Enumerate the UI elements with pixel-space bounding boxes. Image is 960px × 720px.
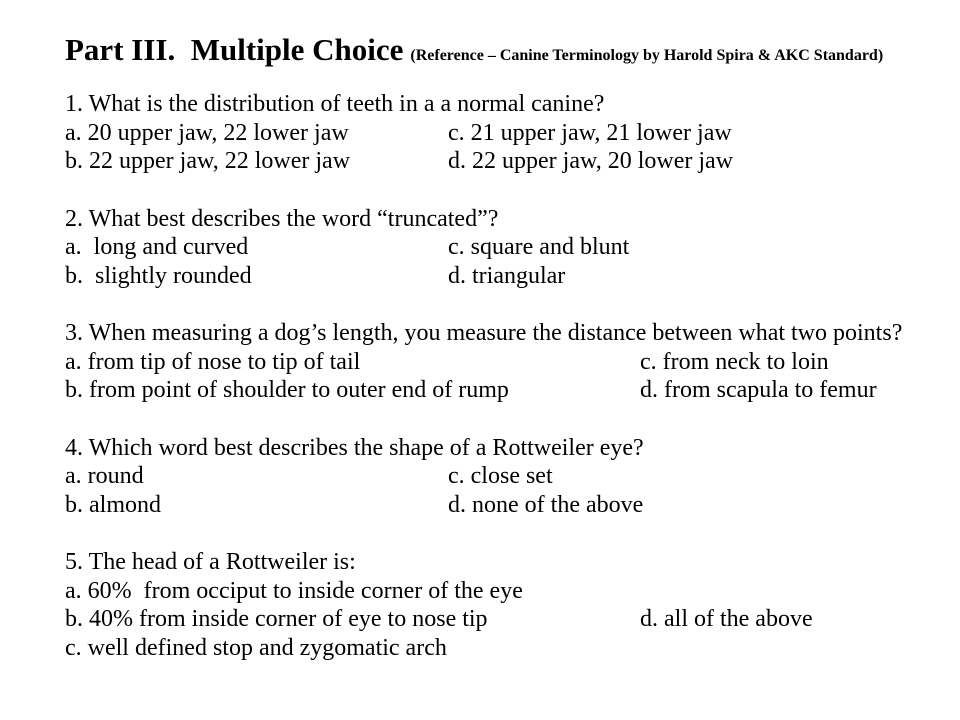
question-4-prompt: 4. Which word best describes the shape of a Rottweiler eye?: [65, 434, 644, 461]
question-2-option-c: c. square and blunt: [448, 234, 630, 261]
question-1-option-c: c. 21 upper jaw, 21 lower jaw: [448, 119, 732, 146]
question-1-row-1: [65, 119, 945, 148]
question-2-option-b: b. slightly rounded: [65, 262, 252, 289]
question-5-option-b: b. 40% from inside corner of eye to nose tip: [65, 606, 488, 633]
question-5-row-2: [65, 605, 945, 634]
question-2-option-d: d. triangular: [448, 262, 566, 289]
question-2-row-2: [65, 262, 945, 291]
question-5-row-1: [65, 577, 945, 606]
question-1-prompt: 1. What is the distribution of teeth in a a normal canine?: [65, 91, 605, 117]
question-1-option-d: d. 22 upper jaw, 20 lower jaw: [448, 148, 734, 175]
question-4-option-b: b. almond: [65, 491, 161, 518]
slide-title-main: Part III. Multiple Choice: [65, 32, 404, 67]
question-5-option-d: d. all of the above: [640, 606, 813, 633]
question-list: [65, 90, 945, 691]
question-2-row-1: [65, 233, 945, 262]
question-4-option-c: c. close set: [448, 463, 553, 490]
question-3-option-c: c. from neck to loin: [640, 348, 829, 375]
question-5-row-3: [65, 634, 945, 663]
question-1-option-a: a. 20 upper jaw, 22 lower jaw: [65, 119, 349, 146]
slide-title-reference: (Reference – Canine Terminology by Harold Spira & AKC Standard): [410, 47, 884, 64]
question-1: [65, 90, 945, 176]
question-5-option-c: c. well defined stop and zygomatic arch: [65, 634, 447, 661]
question-2-option-a: a. long and curved: [65, 234, 249, 261]
slide-title: [65, 32, 883, 68]
question-4-option-a: a. round: [65, 463, 144, 490]
question-3-option-b: b. from point of shoulder to outer end of rump: [65, 377, 509, 404]
question-1-row-2: [65, 147, 945, 176]
question-2-prompt: 2. What best describes the word “truncated”?: [65, 205, 499, 232]
question-4: [65, 434, 945, 520]
question-3-prompt: 3. When measuring a dog’s length, you measure the distance between what two points?: [65, 320, 903, 346]
question-3-option-a: a. from tip of nose to tip of tail: [65, 348, 361, 375]
question-3-option-d: d. from scapula to femur: [640, 377, 877, 404]
question-3: [65, 319, 945, 405]
question-4-row-2: [65, 491, 945, 520]
question-5: [65, 548, 945, 663]
question-1-option-b: b. 22 upper jaw, 22 lower jaw: [65, 148, 351, 175]
question-3-row-1: [65, 348, 945, 377]
question-3-row-2: [65, 376, 945, 405]
question-4-row-1: [65, 462, 945, 491]
question-2: [65, 205, 945, 291]
question-4-option-d: d. none of the above: [448, 491, 644, 518]
question-5-prompt: 5. The head of a Rottweiler is:: [65, 549, 356, 575]
question-5-option-a: a. 60% from occiput to inside corner of the eye: [65, 577, 523, 604]
